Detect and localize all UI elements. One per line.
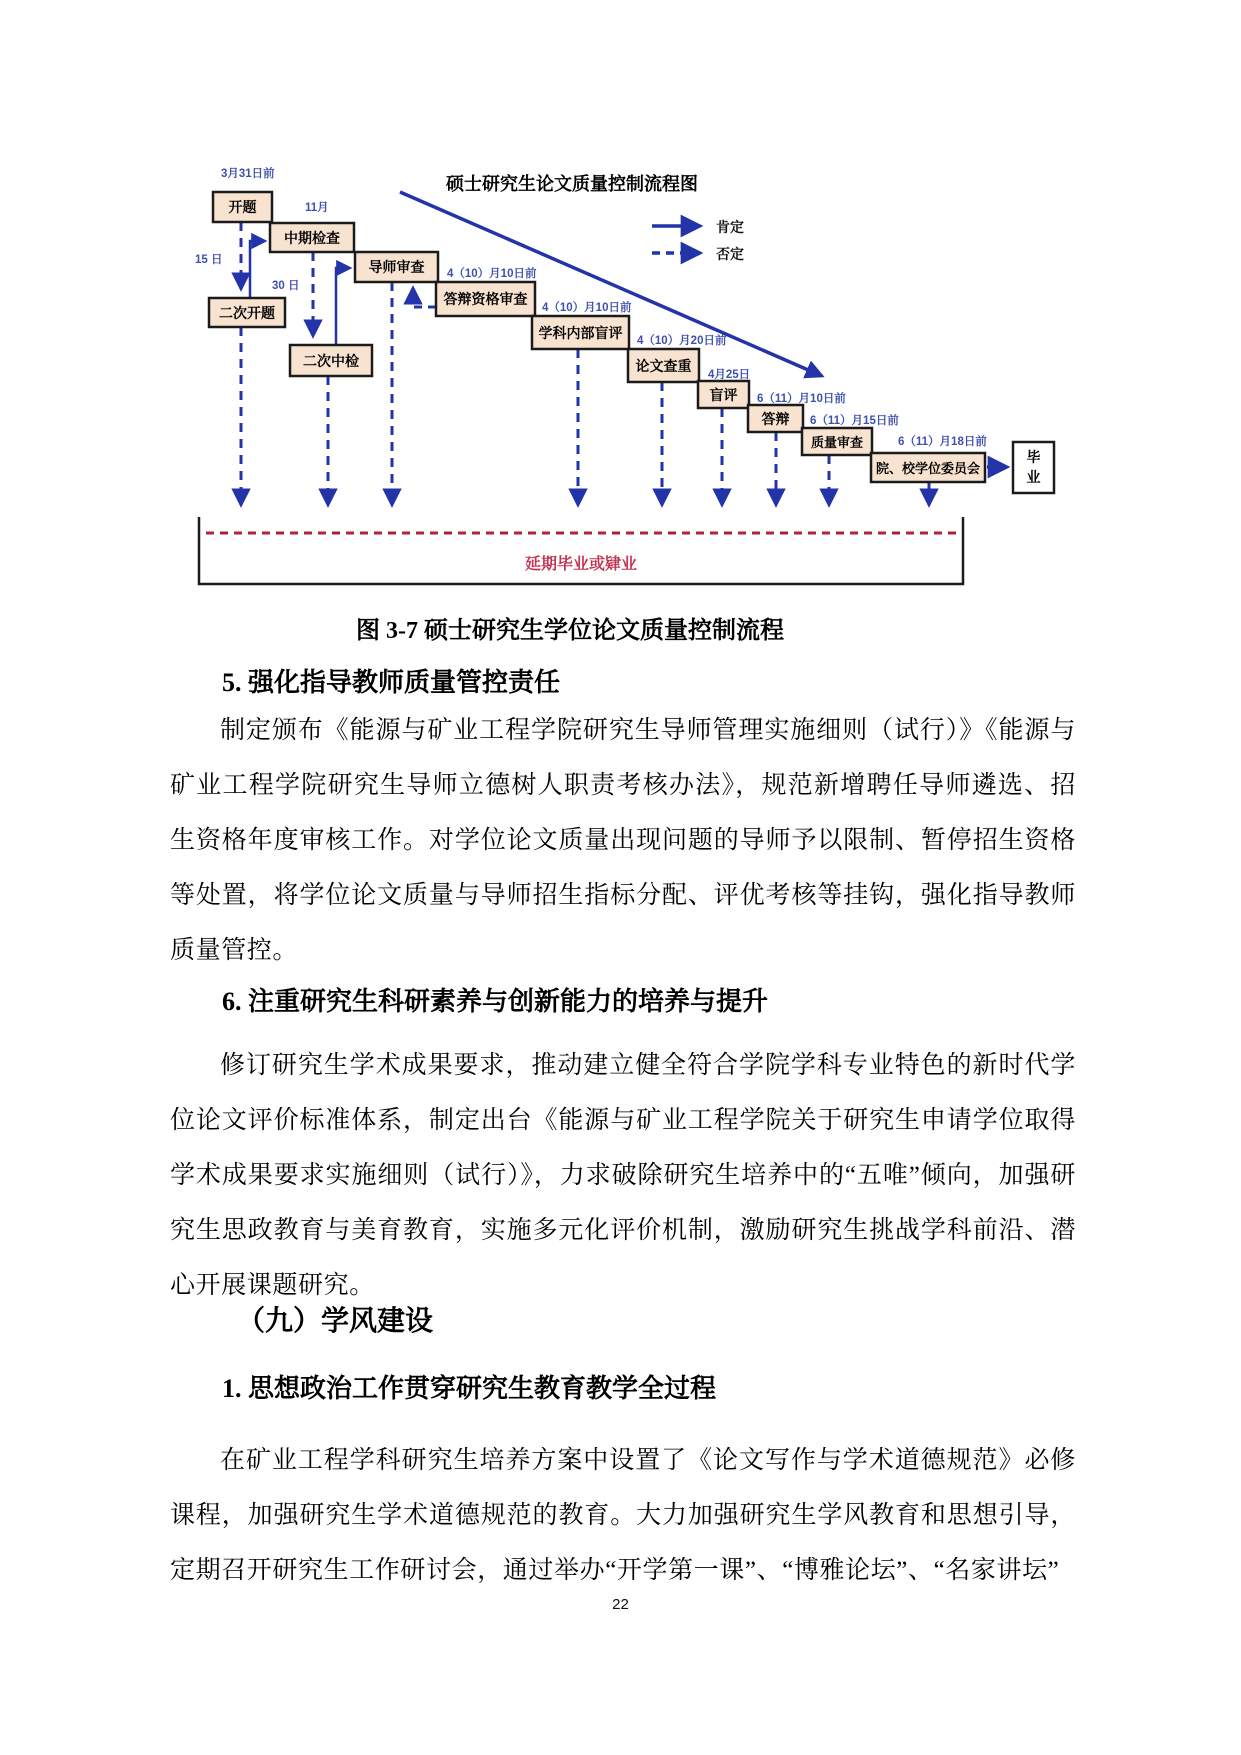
svg-text:质量审查: 质量审查 (810, 435, 864, 450)
date-xueke: 4（10）月20日前 (637, 335, 727, 347)
date-30ri: 30 日 (272, 280, 300, 292)
flowchart-title: 硕士研究生论文质量控制流程图 (446, 174, 698, 194)
thesis-quality-flowchart (0, 0, 1241, 600)
svg-text:开题: 开题 (228, 199, 257, 215)
section-5-heading: 5. 强化指导教师质量管控责任 (222, 668, 561, 697)
reject-return-zige-to-daoshi (413, 288, 436, 307)
box-zhongqi-jiancha (270, 223, 354, 252)
svg-text:中期检查: 中期检查 (284, 230, 340, 246)
box-zhiliang-shencha (802, 428, 872, 455)
legend-solid-label: 肯定 (716, 219, 744, 235)
defer-container-border (199, 517, 963, 584)
date-chachong: 4月25日 (708, 369, 751, 381)
section-9-heading: （九）学风建设 (237, 1306, 434, 1337)
accept-erci-zhongjian-to-daoshi (336, 268, 350, 345)
figure-caption: 图 3-7 硕士研究生学位论文质量控制流程 (356, 618, 784, 644)
date-zhongqi: 11月 (305, 202, 329, 214)
legend-dashed-label: 否定 (716, 246, 744, 262)
accept-erci-kaiti-to-zhongqi (250, 241, 265, 298)
box-mangping (698, 381, 749, 408)
box-biye (1013, 442, 1054, 493)
date-daoshi: 4（10）月10日前 (447, 268, 537, 280)
section-6-paragraph: 修订研究生学术成果要求，推动建立健全符合学院学科专业特色的新时代学位论文评价标准体系，制定出台《能源与矿业工程学院关于研究生申请学位取得学术成果要求实施细则（试行）》，力求破除研究生培养中的“五唯”倾向，加强研究生思政教育与美育教育，实施多元化评价机制，激励研究生挑战学科前沿、潜心开展课题研究。 (170, 1052, 1076, 1299)
svg-text:盲评: 盲评 (709, 387, 738, 403)
subsection-1-paragraph: 在矿业工程学科研究生培养方案中设置了《论文写作与学术道德规范》必修课程，加强研究生学术道德规范的教育。大力加强研究生学风教育和思想引导，定期召开研究生工作研讨会，通过举办“开学第一课”、“博雅论坛”、“名家讲坛” (170, 1447, 1076, 1584)
box-kaiti (213, 192, 272, 222)
date-zhiliang: 6（11）月18日前 (898, 436, 987, 448)
box-xueke-neibu-mangping (532, 316, 629, 349)
svg-text:导师审查: 导师审查 (368, 259, 425, 275)
box-dabian (748, 405, 803, 432)
date-mangping: 6（11）月10日前 (757, 393, 846, 405)
svg-text:院、校学位委员会: 院、校学位委员会 (875, 461, 981, 476)
svg-text:二次中检: 二次中检 (303, 353, 359, 369)
defer-label: 延期毕业或肄业 (524, 556, 638, 573)
svg-text:学科内部盲评: 学科内部盲评 (538, 325, 623, 341)
section-6-heading: 6. 注重研究生科研素养与创新能力的培养与提升 (222, 987, 769, 1016)
box-erci-zhongjian (290, 345, 372, 376)
svg-text:答辩: 答辩 (761, 411, 790, 427)
page-number: 22 (612, 1596, 629, 1613)
svg-text:业: 业 (1026, 469, 1041, 485)
svg-text:论文查重: 论文查重 (635, 358, 692, 374)
svg-text:毕: 毕 (1026, 449, 1041, 465)
svg-text:答辩资格审查: 答辩资格审查 (443, 291, 528, 307)
date-dabian: 6（11）月15日前 (810, 415, 899, 427)
date-zige: 4（10）月10日前 (542, 302, 632, 314)
box-daoshi-shencha (355, 252, 438, 282)
box-lunwen-chachong (628, 349, 699, 382)
date-kaiti: 3月31日前 (221, 168, 275, 180)
box-xuewei-weiyuanhui (871, 453, 985, 482)
box-erci-kaiti (209, 298, 285, 327)
defer-container (199, 517, 963, 584)
legend (652, 219, 744, 262)
section-5-paragraph: 制定颁布《能源与矿业工程学院研究生导师管理实施细则（试行）》《能源与矿业工程学院研究生导师立德树人职责考核办法》，规范新增聘任导师遴选、招生资格年度审核工作。对学位论文质量出现问题的导师予以限制、暂停招生资格等处置，将学位论文质量与导师招生指标分配、评优考核等挂钩，强化指导教师质量管控。 (170, 717, 1076, 964)
date-15ri: 15 日 (195, 254, 223, 266)
box-dabian-zige-shencha (436, 282, 535, 316)
svg-text:二次开题: 二次开题 (219, 305, 275, 321)
subsection-1-heading: 1. 思想政治工作贯穿研究生教育教学全过程 (222, 1374, 717, 1403)
